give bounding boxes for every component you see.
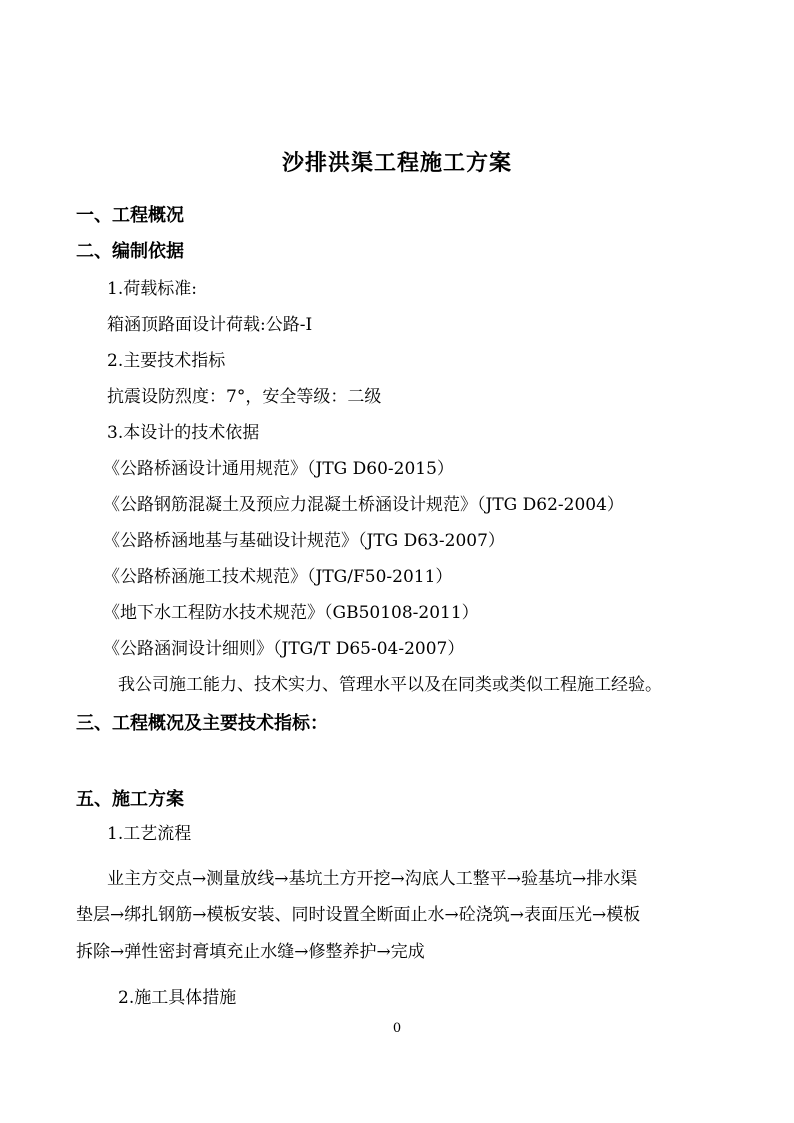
load-standard-text: 箱涵顶路面设计荷载:公路-Ⅰ <box>107 315 313 335</box>
reference-item: 《公路桥涵施工技术规范》（JTG/F50-2011） <box>103 567 453 587</box>
page-number: 0 <box>392 1021 402 1036</box>
section-heading-3: 三、工程概况及主要技术指标： <box>76 713 328 734</box>
reference-item: 《公路钢筋混凝土及预应力混凝土桥涵设计规范》（JTG D62-2004） <box>103 495 624 515</box>
process-flow-line: 拆除→弹性密封膏填充止水缝→修整养护→完成 <box>76 942 425 962</box>
load-standard-heading: 1.荷载标准: <box>107 279 197 299</box>
section-heading-1: 一、工程概况 <box>76 205 184 226</box>
section-heading-2: 二、编制依据 <box>76 241 184 262</box>
company-capability-text: 我公司施工能力、技术实力、管理水平以及在同类或类似工程施工经验。 <box>118 675 662 695</box>
tech-index-text: 抗震设防烈度：7°，安全等级：二级 <box>107 387 382 407</box>
section-heading-5: 五、施工方案 <box>76 789 184 810</box>
tech-index-heading: 2.主要技术指标 <box>107 351 226 371</box>
measures-heading: 2.施工具体措施 <box>118 988 237 1008</box>
process-flow-line: 业主方交点→测量放线→基坑土方开挖→沟底人工整平→验基坑→排水渠 <box>107 869 638 889</box>
process-flow-heading: 1.工艺流程 <box>107 824 192 844</box>
process-flow-line: 垫层→绑扎钢筋→模板安装、同时设置全断面止水→砼浇筑→表面压光→模板 <box>76 905 641 925</box>
reference-item: 《公路桥涵设计通用规范》（JTG D60-2015） <box>103 459 454 479</box>
reference-item: 《公路桥涵地基与基础设计规范》（JTG D63-2007） <box>103 531 505 551</box>
design-basis-heading: 3.本设计的技术依据 <box>107 423 260 443</box>
reference-item: 《公路涵洞设计细则》（JTG/T D65-04-2007） <box>103 639 465 659</box>
reference-item: 《地下水工程防水技术规范》（GB50108-2011） <box>103 603 479 623</box>
document-title: 沙排洪渠工程施工方案 <box>281 150 512 176</box>
